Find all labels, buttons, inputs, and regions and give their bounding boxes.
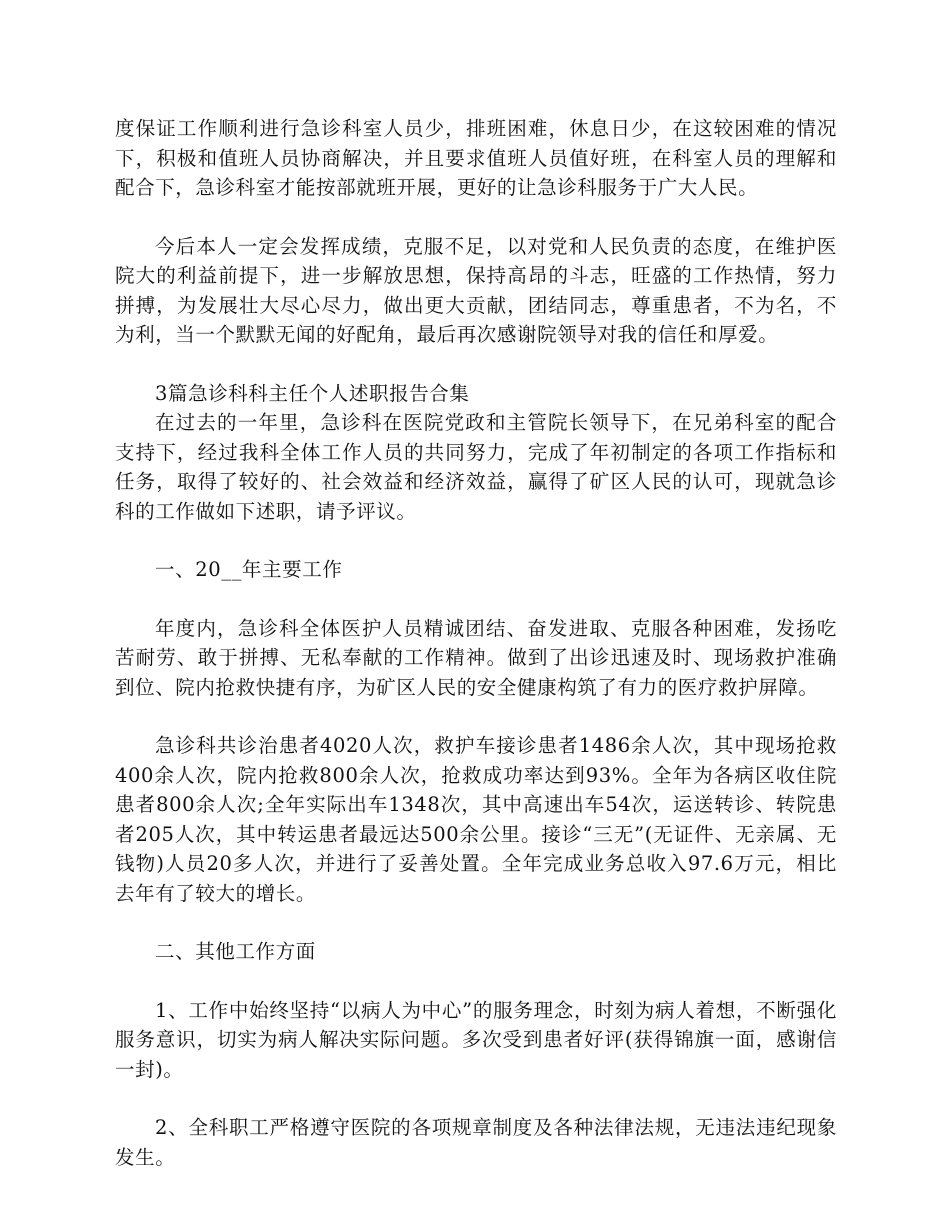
list-item-1: 1、工作中始终坚持“以病人为中心”的服务理念，时刻为病人着想，不断强化服务意识，切实为病人解决实际问题。多次受到患者好评(获得锦旗一面，感谢信一封)。 xyxy=(115,998,837,1081)
paragraph-gap xyxy=(115,203,837,232)
heading-main-work: 一、20__年主要工作 xyxy=(155,558,343,581)
document-body xyxy=(115,114,837,1172)
paragraph-gap xyxy=(115,585,837,614)
paragraph-commitment: 今后本人一定会发挥成绩，克服不足，以对党和人民负责的态度，在维护医院大的利益前提下，进一步解放思想，保持高昂的斗志，旺盛的工作热情，努力拼搏，为发展壮大尽心尽力，做出更大贡献，团结同志，尊重患者，不为名，不为利，当一个默默无闻的好配角，最后再次感谢院领导对我的信任和厚爱。 xyxy=(115,234,837,346)
paragraph-gap xyxy=(115,967,837,996)
heading-other-work: 二、其他工作方面 xyxy=(155,940,316,963)
paragraph-intro: 在过去的一年里，急诊科在医院党政和主管院长领导下，在兄弟科室的配合支持下，经过我科全体工作人员的共同努力，完成了年初制定的各项工作指标和任务，取得了较好的、社会效益和经济效益，赢得了矿区人民的认可，现就急诊科的工作做如下述职，请予评议。 xyxy=(115,411,837,523)
paragraph-gap xyxy=(115,350,837,379)
paragraph-gap xyxy=(115,1084,837,1113)
paragraph-gap xyxy=(115,526,837,555)
paragraph-continued: 度保证工作顺利进行急诊科室人员少，排班困难，休息日少，在这较困难的情况下，积极和值班人员协商解决，并且要求值班人员值好班，在科室人员的理解和配合下，急诊科室才能按部就班开展，更好的让急诊科服务于广大人民。 xyxy=(115,117,837,199)
section-title: 3篇急诊科科主任个人述职报告合集 xyxy=(155,381,470,405)
paragraph-statistics: 急诊科共诊治患者4020人次，救护车接诊患者1486余人次，其中现场抢救400余人次，院内抢救800余人次，抢救成功率达到93%。全年为各病区收住院患者800余人次;全年实际出车1348次，其中高速出车54次，运送转诊、转院患者205人次，其中转运患者最远达500余公里。接诊“三无”(无证件、无亲属、无钱物)人员20多人次，并进行了妥善处置。全年完成业务总收入97.6万元，相比去年有了较大的增长。 xyxy=(115,734,837,905)
paragraph-gap xyxy=(115,908,837,937)
paragraph-annual-summary: 年度内，急诊科全体医护人员精诚团结、奋发进取、克服各种困难，发扬吃苦耐劳、敢于拼搏、无私奉献的工作精神。做到了出诊迅速及时、现场救护准确到位、院内抢救快捷有序，为矿区人民的安全健康构筑了有力的医疗救护屏障。 xyxy=(115,616,837,699)
paragraph-gap xyxy=(115,702,837,731)
list-item-2: 2、全科职工严格遵守医院的各项规章制度及各种法律法规，无违法违纪现象发生。 xyxy=(115,1116,837,1169)
